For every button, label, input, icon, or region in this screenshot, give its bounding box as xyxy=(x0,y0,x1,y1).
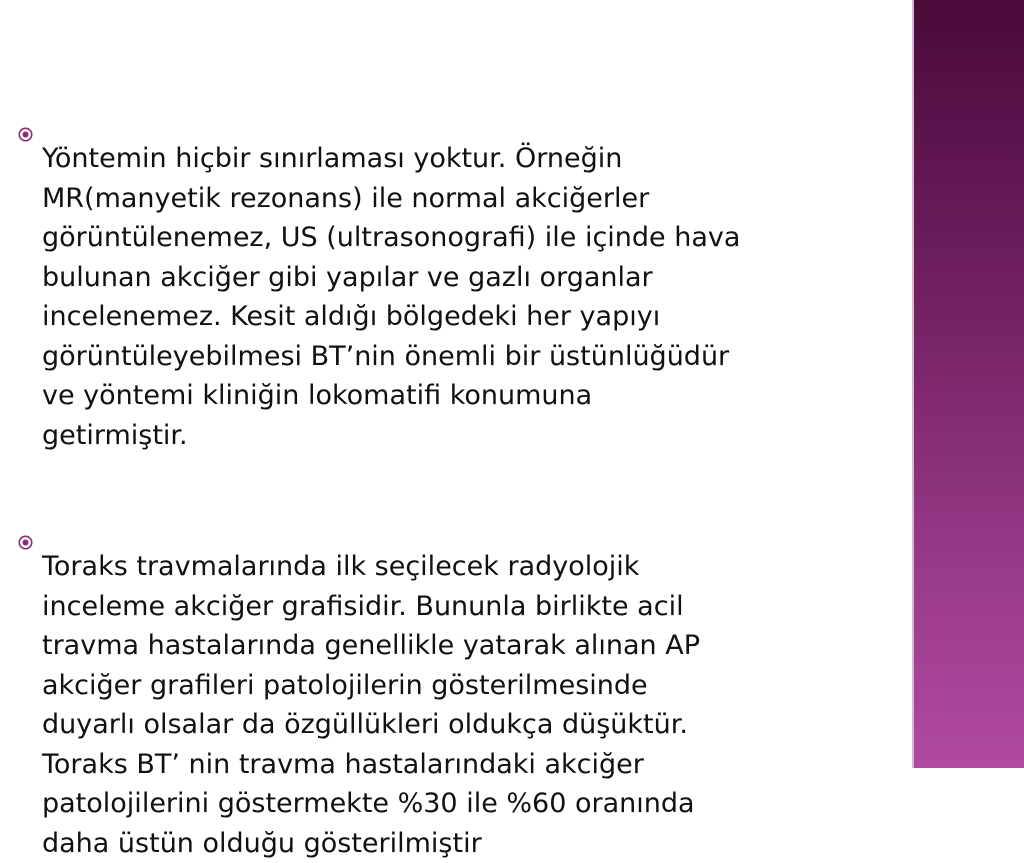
bullet-item-1 xyxy=(18,60,908,455)
decorative-side-band xyxy=(912,0,1024,768)
bullet-text-2: Toraks travmalarında ilk seçilecek radyolojik inceleme akciğer grafisidir. Bununla birlikte acil travma hastalarında genellikle yatarak alınan AP akciğer grafileri patolojilerin gösterilmesinde duyarlı olsalar da özgüllükleri oldukça düşüktür. Toraks BT’ nin travma hastalarındaki akciğer patolojilerini göstermekte %30 ile %60 oranında daha üstün olduğu gösterilmiştir xyxy=(42,551,701,859)
bullet-item-2 xyxy=(18,468,908,863)
circled-dot-bullet-icon xyxy=(18,482,33,497)
circled-dot-bullet-icon xyxy=(18,74,33,89)
slide-content xyxy=(18,60,908,863)
bullet-text-1: Yöntemin hiçbir sınırlaması yoktur. Örneğin MR(manyetik rezonans) ile normal akciğerler görüntülenemez, US (ultrasonografi) ile içinde hava bulunan akciğer gibi yapılar ve gazlı organlar incelenemez. Kesit aldığı bölgedeki her yapıyı görüntüleyebilmesi BT’nin önemli bir üstünlüğüdür ve yöntemi kliniğin lokomatifi konumuna getirmiştir. xyxy=(42,143,741,451)
